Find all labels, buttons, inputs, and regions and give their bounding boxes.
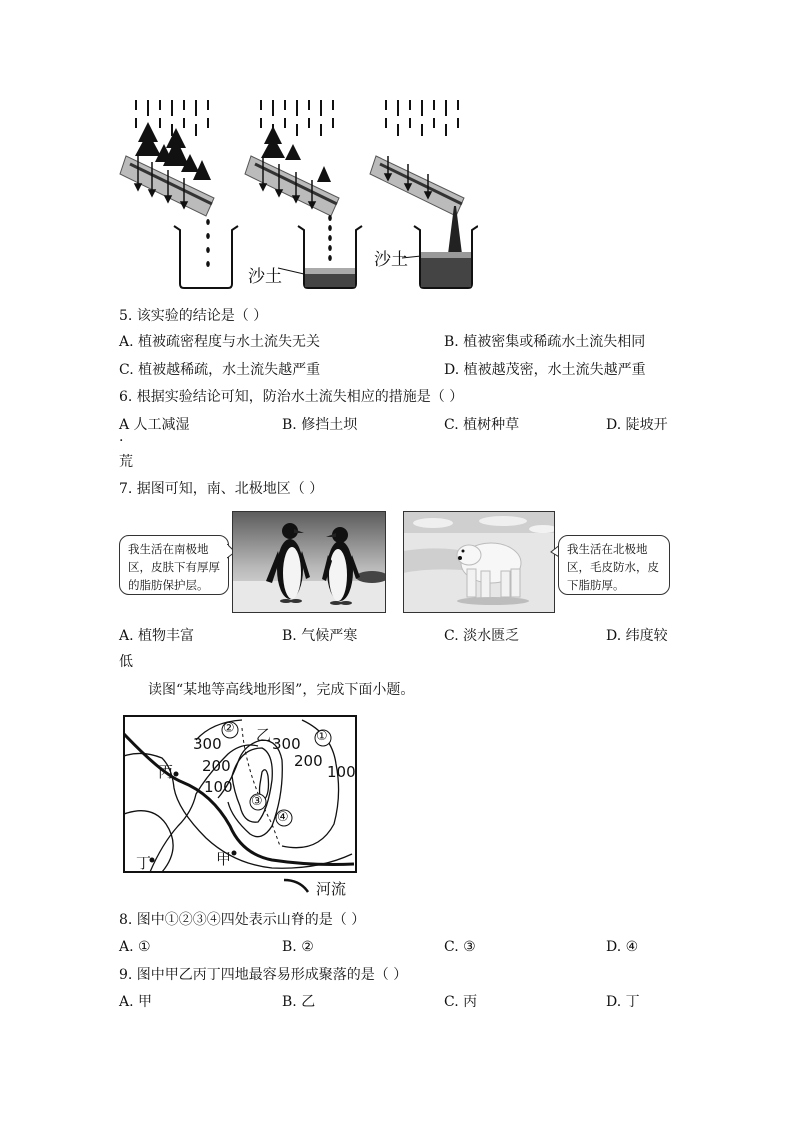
sand-label-1: 沙土	[248, 267, 282, 287]
q8-option-b[interactable]: B. ②	[282, 939, 314, 955]
q6-option-a-dot: .	[119, 429, 124, 445]
bubble-north-line: 区，毛皮防水，皮	[567, 560, 659, 574]
q5-option-d[interactable]: D. 植被越茂密，水土流失越严重	[444, 362, 646, 378]
q9-option-b[interactable]: B. 乙	[282, 994, 316, 1010]
q6-stem: 6. 根据实验结论可知，防治水土流失相应的措施是（ ）	[119, 389, 464, 405]
map-label-200-right: 200	[294, 752, 323, 770]
q9-stem: 9. 图中甲乙丙丁四地最容易形成聚落的是（ ）	[119, 967, 408, 983]
q7-option-b[interactable]: B. 气候严寒	[282, 628, 358, 644]
q9-option-a[interactable]: A. 甲	[119, 994, 153, 1010]
point-bing-marker	[174, 772, 179, 777]
map-label-bing: 丙	[158, 763, 174, 781]
map-label-point-3: ③	[251, 794, 263, 809]
q9-option-d[interactable]: D. 丁	[606, 994, 640, 1010]
q6-option-d-wrap: 荒	[119, 454, 133, 470]
sand-label-2: 沙土	[374, 250, 408, 270]
q5-stem: 5. 该实验的结论是（ ）	[119, 308, 268, 324]
q7-option-d[interactable]: D. 纬度较	[606, 628, 668, 644]
q7-option-a[interactable]: A. 植物丰富	[119, 628, 195, 644]
q7-option-d-wrap: 低	[119, 654, 133, 670]
soil-erosion-experiment-figure	[118, 94, 478, 294]
map-label-100-right: 100	[327, 763, 356, 781]
q7-option-c[interactable]: C. 淡水匮乏	[444, 628, 520, 644]
map-label-jia: 甲	[216, 850, 232, 868]
q6-option-a[interactable]: A 人工减湿	[119, 417, 190, 433]
map-label-point-1: ①	[316, 729, 328, 744]
q8-stem: 8. 图中①②③④四处表示山脊的是（ ）	[119, 912, 366, 928]
q8-option-c[interactable]: C. ③	[444, 939, 476, 955]
point-jia-marker	[232, 851, 237, 856]
bubble-north-line: 下脂肪厚。	[567, 578, 625, 592]
map-label-yi: 乙	[256, 726, 272, 744]
river-legend-icon	[284, 880, 308, 892]
q6-option-d[interactable]: D. 陡坡开	[606, 417, 668, 433]
q9-option-c[interactable]: C. 丙	[444, 994, 478, 1010]
bubble-south-line: 区，皮肤下有厚厚	[128, 560, 220, 574]
penguin-photo	[232, 511, 386, 613]
bubble-south-line: 我生活在南极地	[128, 542, 209, 556]
bubble-south-line: 的脂肪保护层。	[128, 578, 209, 592]
map-label-point-2: ②	[223, 721, 235, 736]
q6-option-c[interactable]: C. 植树种草	[444, 417, 520, 433]
map-intro: 读图“某地等高线地形图”，完成下面小题。	[148, 682, 415, 698]
bubble-north-line: 我生活在北极地	[567, 542, 648, 556]
q7-stem: 7. 据图可知，南、北极地区（ ）	[119, 481, 324, 497]
speech-bubble-north	[558, 535, 670, 595]
q6-option-b[interactable]: B. 修挡土坝	[282, 417, 358, 433]
map-label-100-left: 100	[204, 778, 233, 796]
map-label-300-right: 300	[272, 735, 301, 753]
q8-option-a[interactable]: A. ①	[119, 939, 151, 955]
map-label-point-4: ④	[277, 810, 289, 825]
rain-icon	[136, 100, 458, 136]
q8-option-d[interactable]: D. ④	[606, 939, 639, 955]
map-label-300-left: 300	[193, 735, 222, 753]
polar-bear-photo	[403, 511, 555, 613]
speech-bubble-south	[119, 535, 229, 595]
q5-option-b[interactable]: B. 植被密集或稀疏水土流失相同	[444, 334, 646, 350]
map-legend-label: 河流	[316, 880, 347, 898]
map-label-ding: 丁	[136, 854, 152, 872]
map-label-200-left: 200	[202, 757, 231, 775]
q5-option-c[interactable]: C. 植被越稀疏，水土流失越严重	[119, 362, 321, 378]
q5-option-a[interactable]: A. 植被疏密程度与水土流失无关	[119, 334, 321, 350]
